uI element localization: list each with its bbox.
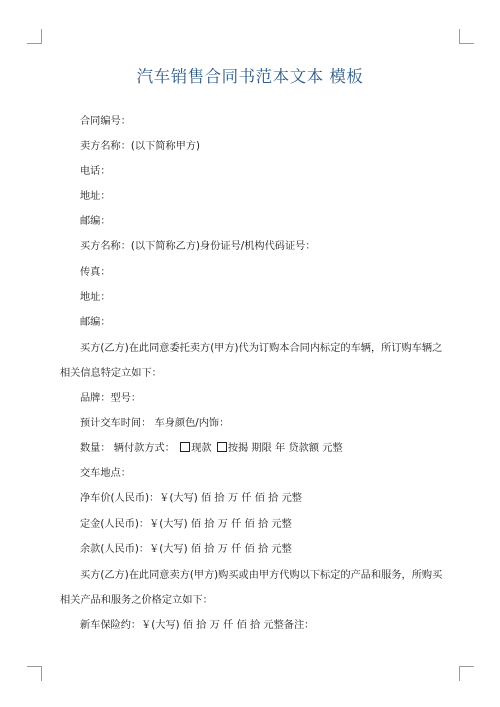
seller-postcode-line: 邮编： — [80, 216, 111, 227]
quantity-payment-label: 数量： 辆付款方式： — [80, 443, 175, 454]
buyer-postcode-line: 邮编： — [80, 317, 111, 328]
page-corner-mark-top-left — [27, 29, 42, 44]
seller-phone-line: 电话： — [80, 166, 111, 177]
order-entrust-paragraph: 买方(乙方)在此同意委托卖方(甲方)代为订购本合同内标定的车辆，所订购车辆之 — [80, 343, 443, 354]
page-corner-mark-bottom-left — [27, 666, 42, 681]
new-car-insurance-line: 新车保险约：￥(大写) 佰 拾 万 仟 佰 拾 元整备注： — [80, 620, 315, 631]
page-corner-mark-top-right — [459, 29, 474, 44]
mortgage-option-label: 按揭 期限 年 贷款额 元整 — [227, 443, 343, 454]
delivery-time-color-line: 预计交车时间： 车身颜色/内饰： — [80, 418, 230, 429]
cash-checkbox[interactable] — [180, 442, 190, 452]
buyer-fax-line: 传真： — [80, 267, 111, 278]
mortgage-checkbox[interactable] — [217, 442, 227, 452]
products-services-paragraph: 买方(乙方)在此同意卖方(甲方)购买或由甲方代购以下标定的产品和服务，所购买 — [80, 570, 443, 581]
products-services-paragraph-cont: 相关产品和服务之价格定立如下： — [60, 595, 213, 606]
brand-model-line: 品牌：型号： — [80, 393, 142, 404]
delivery-location-line: 交车地点： — [80, 468, 131, 479]
seller-name-line: 卖方名称：(以下简称甲方) — [80, 141, 201, 152]
deposit-line: 定金(人民币)：￥(大写) 佰 拾 万 仟 佰 拾 元整 — [80, 519, 292, 530]
order-entrust-paragraph-cont: 相关信息特定立如下： — [60, 368, 162, 379]
seller-address-line: 地址： — [80, 191, 111, 202]
quantity-payment-line — [80, 442, 343, 456]
balance-line: 余款(人民币)：￥(大写) 佰 拾 万 仟 佰 拾 元整 — [80, 544, 292, 555]
net-price-line: 净车价(人民币)：￥(大写) 佰 拾 万 仟 佰 拾 元整 — [80, 493, 302, 504]
buyer-name-line: 买方名称：(以下简称乙方)身份证号/机构代码证号： — [80, 241, 316, 252]
document-title: 汽车销售合同书范本文本 模板 — [136, 67, 364, 86]
contract-number-line: 合同编号： — [80, 116, 131, 127]
buyer-address-line: 地址： — [80, 292, 111, 303]
cash-option-label: 现款 — [191, 443, 212, 454]
page-corner-mark-bottom-right — [459, 666, 474, 681]
